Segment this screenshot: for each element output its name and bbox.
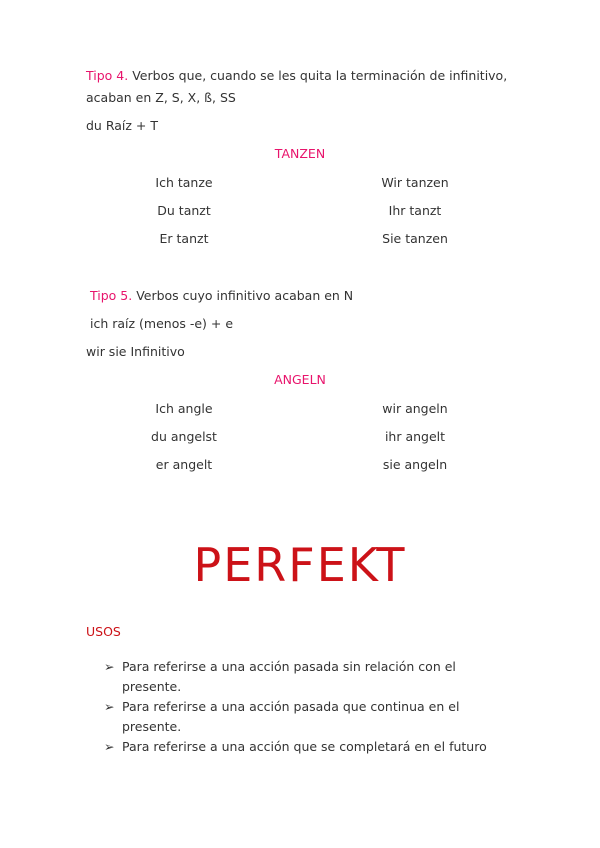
tipo5-conj-right-1: ihr angelt (384, 429, 446, 444)
usos-label: USOS (86, 624, 121, 639)
tipo4-conj-right-1: Ihr tanzt (388, 203, 442, 218)
tipo5-text: Verbos cuyo infinitivo acaban en N (132, 288, 354, 303)
list-item-line: Para referirse a una acción pasada sin relación con el (122, 659, 456, 674)
tipo5-heading (90, 288, 353, 303)
arrow-bullet-icon: ➢ (104, 699, 115, 714)
tipo5-rule1: ich raíz (menos -e) + e (90, 316, 234, 331)
list-item-line: presente. (122, 719, 182, 734)
tipo4-verb: TANZEN (274, 146, 326, 161)
tipo5-conj-right-2: sie angeln (382, 457, 448, 472)
usos-list (104, 657, 487, 757)
tipo4-conj-right-0: Wir tanzen (381, 175, 449, 190)
tipo4-label: Tipo 4. (86, 68, 129, 83)
tipo4-heading (86, 68, 507, 83)
tipo4-conj-left-2: Er tanzt (159, 231, 209, 246)
tipo5-rule2: wir sie Infinitivo (86, 344, 185, 359)
tipo5-label: Tipo 5. (90, 288, 133, 303)
tipo5-conj-left-1: du angelst (151, 429, 217, 444)
list-item-line: presente. (122, 679, 182, 694)
tipo5-conj-left-0: Ich angle (155, 401, 213, 416)
tipo5-conj-right-0: wir angeln (382, 401, 448, 416)
tipo4-rule: du Raíz + T (86, 118, 158, 133)
tipo5-conj-left-2: er angelt (155, 457, 213, 472)
tipo5-verb: ANGELN (274, 372, 326, 387)
tipo4-conj-left-1: Du tanzt (157, 203, 211, 218)
tipo4-text-line1: Verbos que, cuando se les quita la terminación de infinitivo, (128, 68, 508, 83)
list-item (104, 697, 487, 737)
list-item-line: Para referirse a una acción pasada que continua en el (122, 699, 460, 714)
perfekt-title: PERFEKT (193, 538, 407, 592)
tipo4-text-line2: acaban en Z, S, X, ß, SS (86, 90, 236, 105)
list-item (104, 657, 487, 697)
arrow-bullet-icon: ➢ (104, 739, 115, 754)
list-item (104, 737, 487, 757)
tipo4-conj-left-0: Ich tanze (155, 175, 213, 190)
arrow-bullet-icon: ➢ (104, 659, 115, 674)
tipo4-conj-right-2: Sie tanzen (382, 231, 448, 246)
list-item-line: Para referirse a una acción que se completará en el futuro (122, 739, 487, 754)
